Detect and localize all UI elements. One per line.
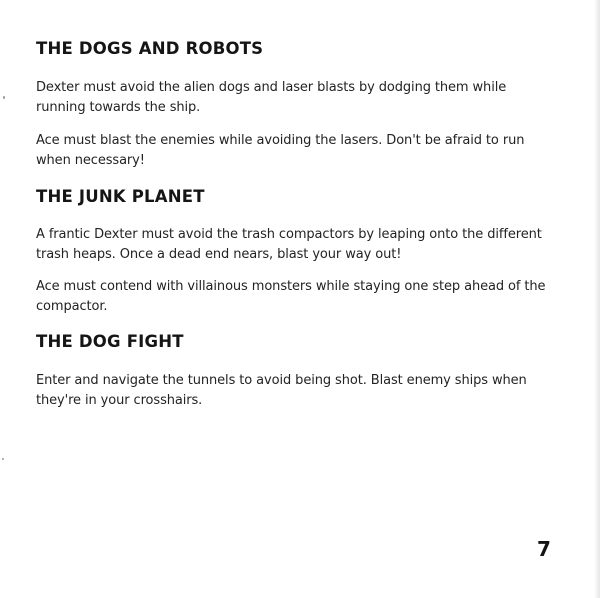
paragraph-dexter-junk: A frantic Dexter must avoid the trash compactors by leaping onto the different trash heaps. Once a dead end nears, blast your way out! — [36, 227, 542, 262]
paragraph-dexter-dogs: Dexter must avoid the alien dogs and laser blasts by dodging them while running towards the ship. — [36, 80, 507, 115]
section-heading-dog-fight: THE DOG FIGHT — [36, 332, 184, 351]
scan-speck — [3, 96, 5, 99]
section-heading-dogs-and-robots: THE DOGS AND ROBOTS — [36, 39, 264, 58]
scan-speck — [2, 458, 4, 460]
paragraph-ace-junk: Ace must contend with villainous monsters while staying one step ahead of the compactor. — [36, 279, 546, 314]
paragraph-dog-fight: Enter and navigate the tunnels to avoid being shot. Blast enemy ships when they're in your crosshairs. — [36, 373, 527, 408]
page-content — [36, 38, 556, 410]
paragraph-ace-dogs: Ace must blast the enemies while avoiding the lasers. Don't be afraid to run when necessary! — [36, 133, 525, 168]
page-number: 7 — [537, 537, 551, 561]
page-edge-shadow — [594, 0, 600, 598]
section-heading-junk-planet: THE JUNK PLANET — [36, 187, 205, 206]
